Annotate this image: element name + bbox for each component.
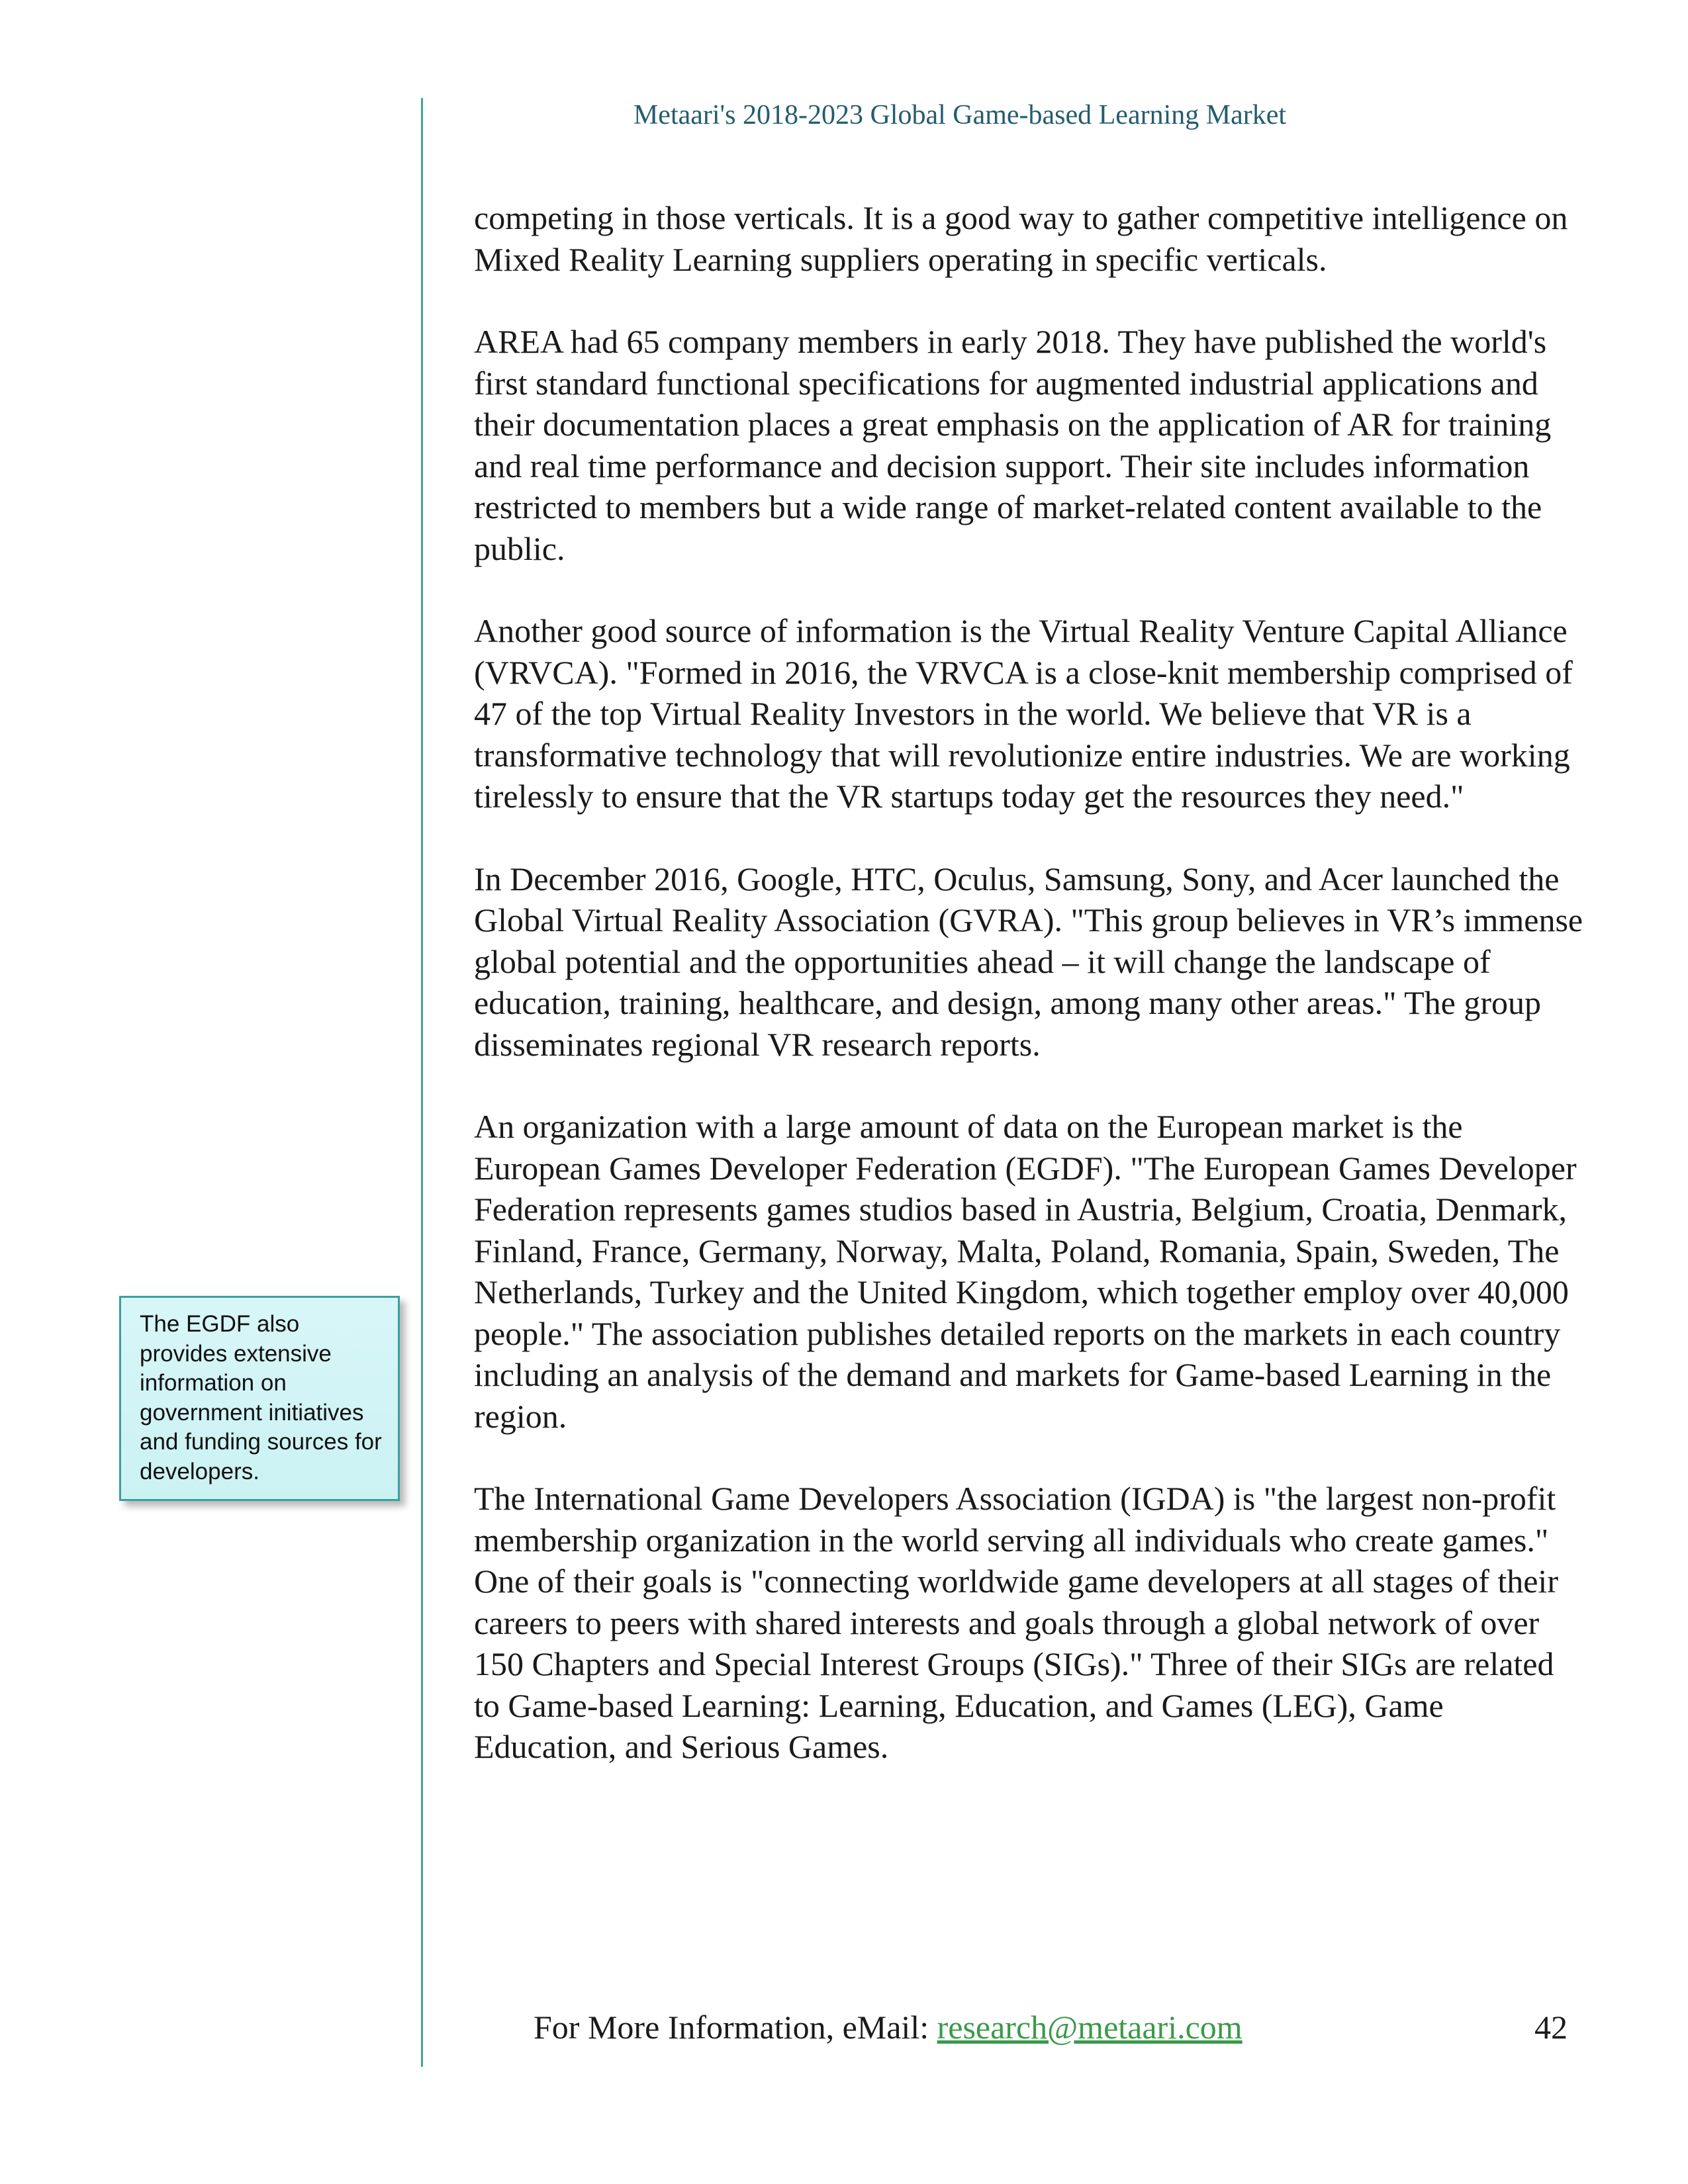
paragraph: In December 2016, Google, HTC, Oculus, Samsung, Sony, and Acer launched the Global Virtual Reality Association (GVRA). "This group believes in VR’s immense global potential and the opportunities ahead – it will change the landscape of education, training, healthcare, and design, among many other areas." The group disseminates regional VR research reports. bbox=[474, 860, 1583, 1063]
paragraph: The International Game Developers Association (IGDA) is "the largest non-profit membership organization in the world serving all individuals who create games." One of their goals is "connecting worldwide game developers at all stages of their careers to peers with shared interests and goals through a global network of over 150 Chapters and Special Interest Groups (SIGs)." Three of their SIGs are related to Game-based Learning: Learning, Education, and Games (LEG), Game Education, and Serious Games. bbox=[474, 1480, 1558, 1765]
email-link[interactable]: research@metaari.com bbox=[937, 2009, 1243, 2046]
margin-rule bbox=[421, 98, 423, 2067]
body-text bbox=[474, 197, 1586, 1809]
paragraph: Another good source of information is the Virtual Reality Venture Capital Alliance (VRVCA). "Formed in 2016, the VRVCA is a close-knit membership comprised of 47 of the top Virtual Reality Investors in the world. We believe that VR is a transformative technology that will revolutionize entire industries. We are working tirelessly to ensure that the VR startups today get the resources they need." bbox=[474, 612, 1573, 815]
footer bbox=[534, 2008, 1243, 2046]
paragraph: An organization with a large amount of data on the European market is the European Games Developer Federation (EGDF). "The European Games Developer Federation represents games studios based in Austria, Belgium, Croatia, Denmark, Finland, France, Germany, Norway, Malta, Poland, Romania, Spain, Sweden, The Netherlands, Turkey and the United Kingdom, which together employ over 40,000 people." The association publishes detailed reports on the markets in each country including an analysis of the demand and markets for Game-based Learning in the region. bbox=[474, 1108, 1577, 1435]
sidebar-callout: The EGDF also provides extensive information on government initiatives and funding sources for developers. bbox=[119, 1296, 400, 1501]
running-header: Metaari's 2018-2023 Global Game-based Learning Market bbox=[633, 100, 1287, 130]
paragraph: competing in those verticals. It is a good way to gather competitive intelligence on Mixed Reality Learning suppliers operating in specific verticals. bbox=[474, 199, 1568, 278]
page-number: 42 bbox=[1534, 2009, 1568, 2046]
footer-label: For More Information, eMail: bbox=[534, 2009, 929, 2046]
paragraph: AREA had 65 company members in early 2018. They have published the world's first standard functional specifications for augmented industrial applications and their documentation places a great emphasis on the application of AR for training and real time performance and decision support. Their site includes information restricted to members but a wide range of market-related content available to the public. bbox=[474, 323, 1552, 567]
